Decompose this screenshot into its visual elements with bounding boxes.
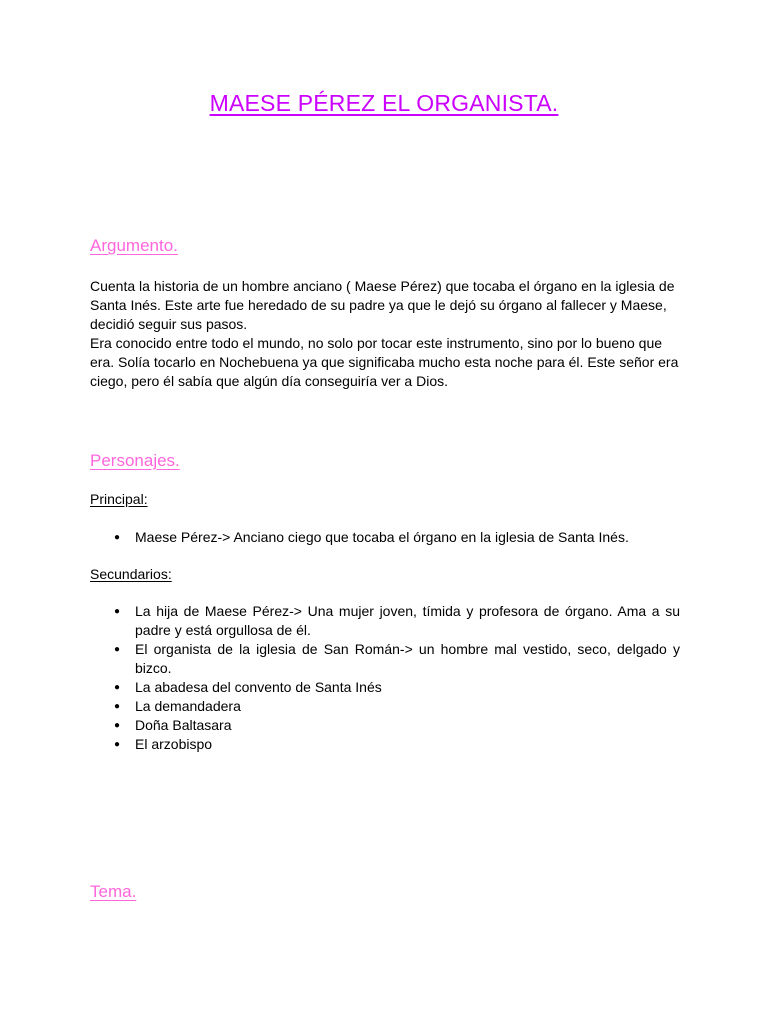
list-item	[90, 602, 680, 640]
bullet-icon: ●	[114, 606, 121, 617]
bullet-icon: ●	[114, 720, 121, 731]
list-item-text: La abadesa del convento de Santa Inés	[135, 679, 382, 695]
bullet-icon: ●	[114, 532, 121, 543]
section-heading-personajes: Personajes.	[90, 451, 180, 470]
principal-label: Principal:	[90, 491, 148, 507]
secundarios-label: Secundarios:	[90, 566, 172, 582]
list-item	[90, 697, 680, 716]
list-item-text: Doña Baltasara	[135, 717, 232, 733]
argumento-paragraph-2: Era conocido entre todo el mundo, no solo por tocar este instrumento, sino por lo bueno que era. Solía tocarlo en Nochebuena ya que significaba mucho esta noche para él. Este señor era ciego, pero él sabía que algún día conseguiría ver a Dios.	[90, 335, 679, 389]
list-item-text: El organista de la iglesia de San Román-> un hombre mal vestido, seco, delgado y bizco.	[135, 641, 680, 676]
list-item	[90, 735, 680, 754]
argumento-text	[90, 277, 690, 391]
list-item-text: La demandadera	[135, 698, 241, 714]
section-heading-tema: Tema.	[90, 882, 137, 901]
section-heading-argumento: Argumento.	[90, 236, 178, 255]
bullet-icon: ●	[114, 682, 121, 693]
principal-list	[90, 528, 680, 547]
secundarios-list	[90, 602, 680, 754]
list-item-text: La hija de Maese Pérez-> Una mujer joven, tímida y profesora de órgano. Ama a su padre y está orgullosa de él.	[135, 603, 680, 638]
list-item-text: Maese Pérez-> Anciano ciego que tocaba el órgano en la iglesia de Santa Inés.	[135, 529, 629, 545]
list-item	[90, 640, 680, 678]
list-item	[90, 528, 680, 547]
document-title: MAESE PÉREZ EL ORGANISTA.	[209, 90, 559, 116]
list-item	[90, 716, 680, 735]
bullet-icon: ●	[114, 644, 121, 655]
list-item-text: El arzobispo	[135, 736, 213, 752]
list-item	[90, 678, 680, 697]
argumento-paragraph-1: Cuenta la historia de un hombre anciano ( Maese Pérez) que tocaba el órgano en la iglesia de Santa Inés. Este arte fue heredado de su padre ya que le dejó su órgano al fallecer y Maese, decidió seguir sus pasos.	[90, 278, 675, 332]
bullet-icon: ●	[114, 739, 121, 750]
bullet-icon: ●	[114, 701, 121, 712]
